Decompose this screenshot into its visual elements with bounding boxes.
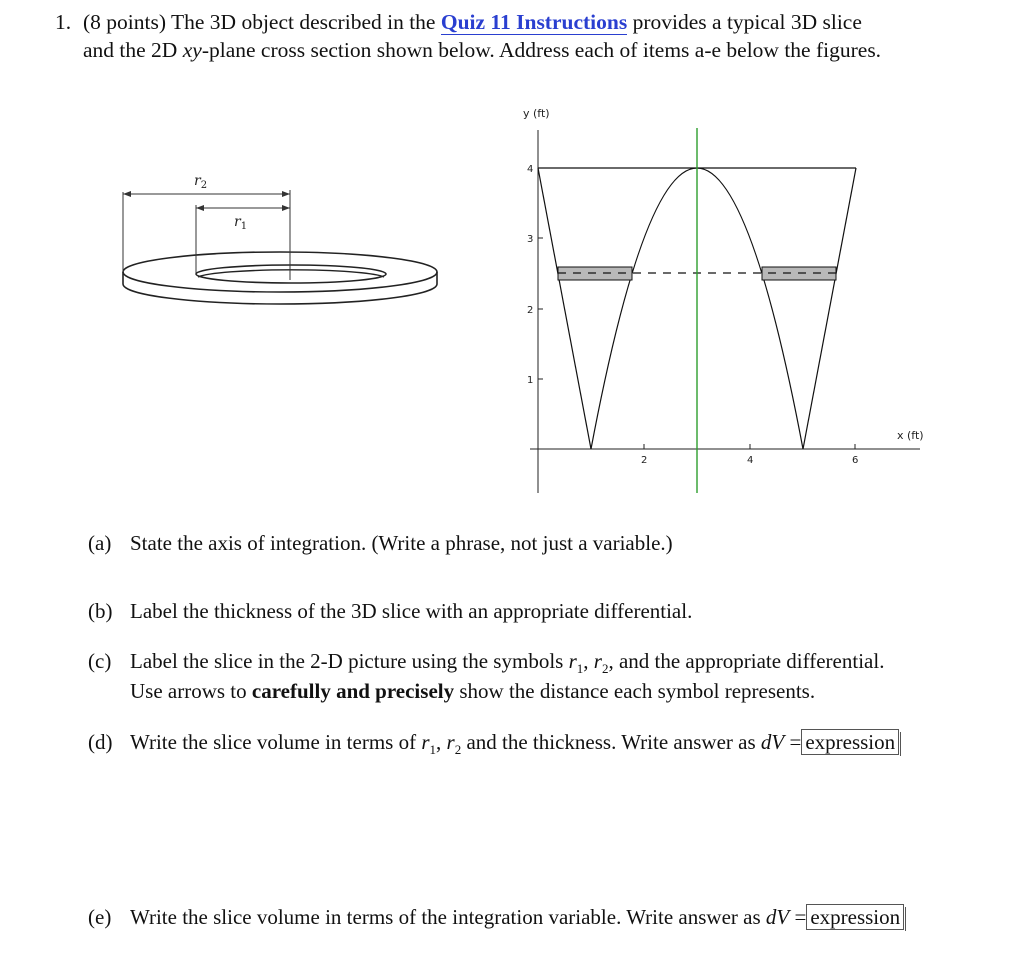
washer-inner-top [196,265,386,283]
xy-math: xy [182,38,202,62]
item-e-expression-box: expression [806,904,904,930]
right-outer-line [803,168,856,449]
problem-text-4: -plane cross section shown below. Address each of items a-e below the figures. [201,38,882,62]
cross-section-figure [500,95,940,499]
item-e-text: Write the slice volume in terms of the integration variable. Write answer as dV = expression [130,902,906,932]
left-outer-line [538,168,591,449]
washer-svg [112,160,472,320]
problem-number: 1. [55,10,72,34]
problem-text-2: provides a typical 3D slice [627,10,862,34]
problem-text-1: (8 points) The 3D object described in the [83,10,441,34]
r2-label: $r_2$ [194,173,208,191]
cross-section-svg [500,95,940,495]
item-a-text: State the axis of integration. (Write a phrase, not just a variable.) [130,531,673,555]
washer-outer-top [123,252,437,292]
washer-inner-edge [198,270,384,277]
y-tick-2: 2 [527,305,534,316]
r2-arrowhead-right [282,191,290,197]
item-d-expression-box: expression [801,729,899,755]
x-tick-4: 4 [747,455,754,466]
washer-outer-side [123,272,437,304]
item-e-label: (e) [88,905,112,929]
x-tick-6: 6 [852,455,859,466]
y-tick-1: 1 [527,375,534,386]
item-d-text: Write the slice volume in terms of $r_1$, $r_2$ and the thickness. Write answer as dV = expression [130,727,901,765]
r1-label: $r_1$ [234,214,248,232]
problem-line-2 [83,36,881,64]
item-c-line-2: Use arrows to carefully and precisely show the distance each symbol represents. [130,679,816,703]
r2-arrowhead-left [123,191,131,197]
problem-text-3: and the 2D [83,38,183,62]
problem-line-1 [83,8,862,36]
x-ticks [641,444,858,466]
washer-figure [112,160,472,324]
quiz-instructions-link[interactable]: Quiz 11 Instructions [440,10,628,34]
y-ticks [527,164,543,386]
item-c-line-1: Label the slice in the 2-D picture using the symbols $r_1$, $r_2$, and the appropriate differential. [130,649,885,677]
r1-arrowhead-left [196,205,204,211]
emphasis-text: carefully and precisely [251,679,455,703]
y-tick-4: 4 [527,164,534,175]
y-tick-3: 3 [527,234,534,245]
x-axis-label: x (ft) [897,429,924,442]
item-c-label: (c) [88,649,112,673]
item-a-label: (a) [88,531,112,555]
item-b-label: (b) [88,599,113,623]
x-tick-2: 2 [641,455,648,466]
item-d-label: (d) [88,730,113,754]
item-b-text: Label the thickness of the 3D slice with an appropriate differential. [130,599,693,623]
r1-arrowhead-right [282,205,290,211]
y-axis-label: y (ft) [523,107,550,120]
